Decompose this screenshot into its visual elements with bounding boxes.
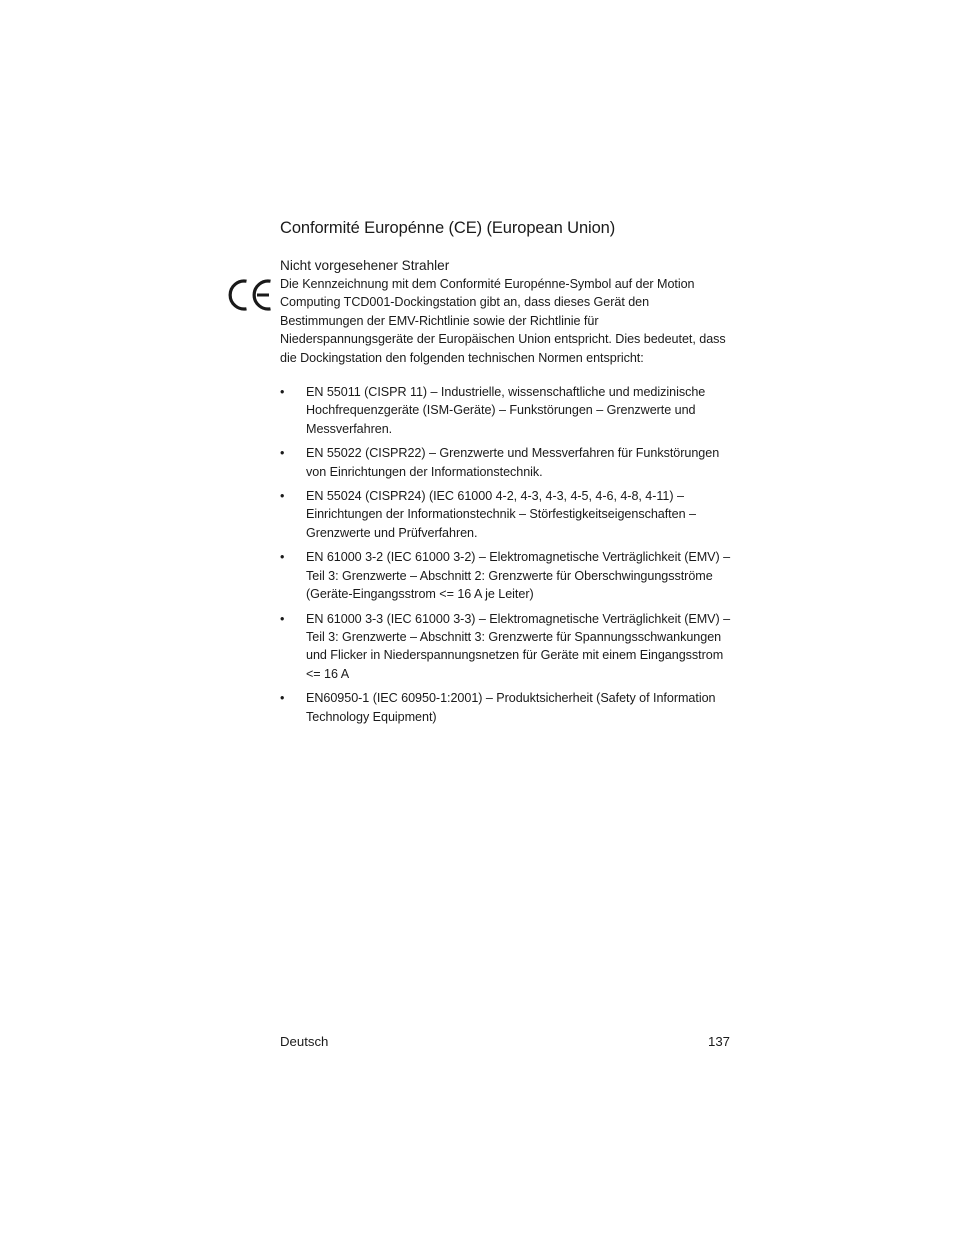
footer-page-number: 137 — [707, 1034, 730, 1049]
list-item — [280, 610, 732, 684]
bullet-dot: • — [280, 550, 285, 565]
list-item — [280, 444, 732, 481]
list-item — [280, 548, 732, 603]
bullet-dot: • — [280, 446, 285, 461]
list-item — [280, 383, 732, 438]
bullet-dot: • — [280, 691, 285, 706]
list-item — [280, 689, 732, 726]
footer-language: Deutsch — [280, 1034, 329, 1049]
section-title: Conformité Europénne (CE) (European Union) — [280, 219, 616, 237]
standards-list — [280, 383, 732, 726]
subheading: Nicht vorgesehener Strahler — [280, 258, 450, 273]
ce-mark-logo — [226, 277, 274, 313]
bullet-dot: • — [280, 611, 285, 626]
list-item-text: EN 61000 3-2 (IEC 61000 3-2) – Elektromagnetische Verträglichkeit (EMV) – Teil 3: Grenzwerte – Abschnitt 2: Grenzwerte für Oberschwingungsströme (Geräte-Eingangsstrom <= 16 A je Leiter) — [306, 550, 731, 602]
section-body — [280, 257, 732, 732]
list-item-text: EN 55024 (CISPR24) (IEC 61000 4-2, 4-3, 4-3, 4-5, 4-6, 4-8, 4-11) – Einrichtungen der Informationstechnik – Störfestigkeitseigenschaften – Grenzwerte und Prüfverfahren. — [306, 489, 696, 540]
list-item — [280, 487, 732, 542]
list-item-text: EN 61000 3-3 (IEC 61000 3-3) – Elektromagnetische Verträglichkeit (EMV) – Teil 3: Grenzwerte – Abschnitt 3: Grenzwerte für Spannungsschwankungen und Flicker in Niederspannungsnetzen für Geräte mit einem Eingangsstrom <= 16 A — [306, 611, 731, 681]
list-item-text: EN 55011 (CISPR 11) – Industrielle, wissenschaftliche und medizinische Hochfrequenzgeräte (ISM-Geräte) – Funkstörungen – Grenzwerte und Messverfahren. — [306, 385, 706, 436]
list-item-text: EN60950-1 (IEC 60950-1:2001) – Produktsicherheit (Safety of Information Technology Equipment) — [306, 691, 716, 724]
bullet-dot: • — [280, 489, 285, 504]
bullet-dot: • — [280, 385, 285, 400]
intro-paragraph: Die Kennzeichnung mit dem Conformité Europénne-Symbol auf der Motion Computing TCD001-Dockingstation gibt an, dass dieses Gerät den Bestimmungen der EMV-Richtlinie sowie der Richtlinie für Niederspannungsgeräte der Europäischen Union entspricht. Dies bedeutet, dass die Dockingstation den folgenden technischen Normen entspricht: — [280, 277, 726, 365]
list-item-text: EN 55022 (CISPR22) – Grenzwerte und Messverfahren für Funkstörungen von Einrichtungen der Informationstechnik. — [306, 446, 720, 479]
